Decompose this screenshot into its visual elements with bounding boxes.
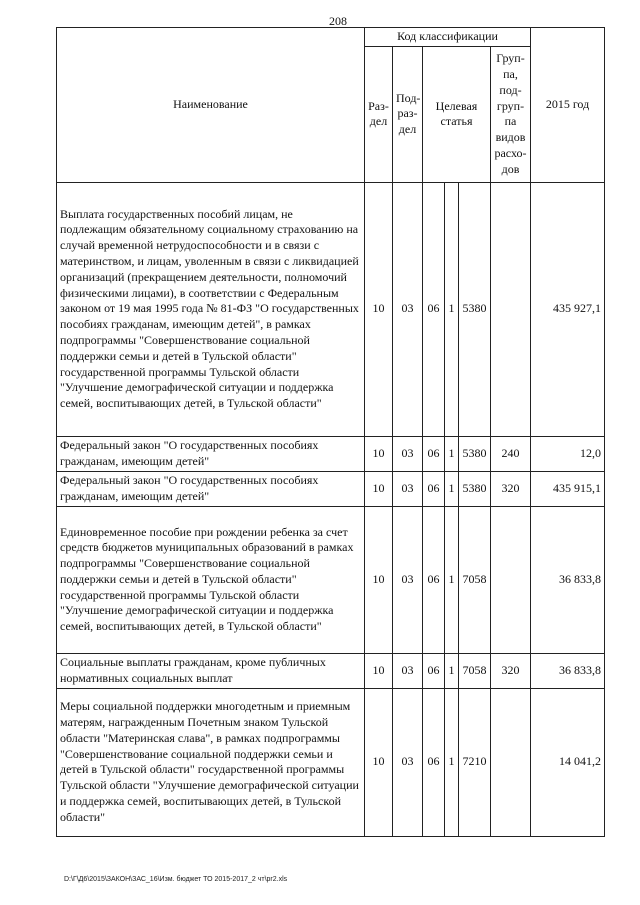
table-row <box>57 436 605 471</box>
row-name: Меры социальной поддержки многодетным и приемным матерям, награжденным Почетным знаком Тульской области "Материнская слава", в рамках подпрограммы "Совершенствование социальной поддержки семьи и детей в Тульской области" государственной программы Тульской области "Улучшение демографической ситуации и поддержка семей, воспитывающих детей, в Тульской области" <box>57 688 365 836</box>
row-cs2: 1 <box>445 653 459 688</box>
header-year: 2015 год <box>531 28 605 183</box>
row-amount: 435 927,1 <box>531 182 605 436</box>
row-cs2: 1 <box>445 506 459 653</box>
row-razdel: 10 <box>365 688 393 836</box>
row-cs3: 5380 <box>459 436 491 471</box>
row-cs3: 7058 <box>459 653 491 688</box>
row-name: Единовременное пособие при рождении ребенка за счет средств бюджетов муниципальных образований в рамках подпрограммы "Совершенствование социальной поддержки семьи и детей в Тульской области" государственной программы Тульской области "Улучшение демографической ситуации и поддержка семей, воспитывающих детей, в Тульской области" <box>57 506 365 653</box>
header-section: Раз- дел <box>365 46 393 182</box>
row-cs2: 1 <box>445 436 459 471</box>
row-razdel: 10 <box>365 506 393 653</box>
row-name: Выплата государственных пособий лицам, не подлежащим обязательному социальному страхованию на случай временной нетрудоспособности и в связи с материнством, и лицам, уволенным в связи с ликвидацией организаций (прекращением деятельности, полномочий физическими лицами), в соответствии с Федеральным законом от 19 мая 1995 года № 81-ФЗ "О государственных пособиях гражданам, имеющим детей", в рамках подпрограммы "Совершенствование социальной поддержки семьи и детей в Тульской области" государственной программы Тульской области "Улучшение демографической ситуации и поддержка семей, воспитывающих детей, в Тульской области" <box>57 182 365 436</box>
row-razdel: 10 <box>365 471 393 506</box>
row-podrazdel: 03 <box>393 471 423 506</box>
row-cs1: 06 <box>423 182 445 436</box>
row-group <box>491 688 531 836</box>
row-cs1: 06 <box>423 688 445 836</box>
row-razdel: 10 <box>365 182 393 436</box>
row-podrazdel: 03 <box>393 506 423 653</box>
row-amount: 12,0 <box>531 436 605 471</box>
row-group <box>491 506 531 653</box>
table-row <box>57 471 605 506</box>
header-subsection: Под- раз- дел <box>393 46 423 182</box>
table-row <box>57 182 605 436</box>
table-row <box>57 688 605 836</box>
budget-table <box>56 27 605 837</box>
row-group: 240 <box>491 436 531 471</box>
row-group <box>491 182 531 436</box>
row-amount: 14 041,2 <box>531 688 605 836</box>
row-podrazdel: 03 <box>393 436 423 471</box>
file-path-footer: D:\Г\Д6\2015\ЗАКОН\ЗАС_16\Изм. бюджет ТО 2015-2017_2 чт\pr2.xls <box>64 876 288 883</box>
row-name: Федеральный закон "О государственных пособиях гражданам, имеющим детей" <box>57 436 365 471</box>
page-number: 208 <box>329 14 347 28</box>
header-classification: Код классификации <box>365 28 531 47</box>
row-cs1: 06 <box>423 436 445 471</box>
row-podrazdel: 03 <box>393 688 423 836</box>
row-podrazdel: 03 <box>393 653 423 688</box>
header-target: Целевая статья <box>423 46 491 182</box>
row-podrazdel: 03 <box>393 182 423 436</box>
row-cs1: 06 <box>423 506 445 653</box>
row-cs1: 06 <box>423 653 445 688</box>
header-group: Груп- па, под- груп- па видов расхо- дов <box>491 46 531 182</box>
row-cs3: 5380 <box>459 471 491 506</box>
table-row <box>57 653 605 688</box>
row-cs1: 06 <box>423 471 445 506</box>
row-name: Федеральный закон "О государственных пособиях гражданам, имеющим детей" <box>57 471 365 506</box>
row-cs2: 1 <box>445 688 459 836</box>
row-amount: 36 833,8 <box>531 506 605 653</box>
row-group: 320 <box>491 471 531 506</box>
row-cs3: 7058 <box>459 506 491 653</box>
row-amount: 435 915,1 <box>531 471 605 506</box>
row-group: 320 <box>491 653 531 688</box>
table-row <box>57 506 605 653</box>
row-cs2: 1 <box>445 471 459 506</box>
row-amount: 36 833,8 <box>531 653 605 688</box>
row-cs3: 7210 <box>459 688 491 836</box>
row-cs3: 5380 <box>459 182 491 436</box>
row-name: Социальные выплаты гражданам, кроме публичных нормативных социальных выплат <box>57 653 365 688</box>
header-name: Наименование <box>57 28 365 183</box>
row-cs2: 1 <box>445 182 459 436</box>
row-razdel: 10 <box>365 653 393 688</box>
row-razdel: 10 <box>365 436 393 471</box>
